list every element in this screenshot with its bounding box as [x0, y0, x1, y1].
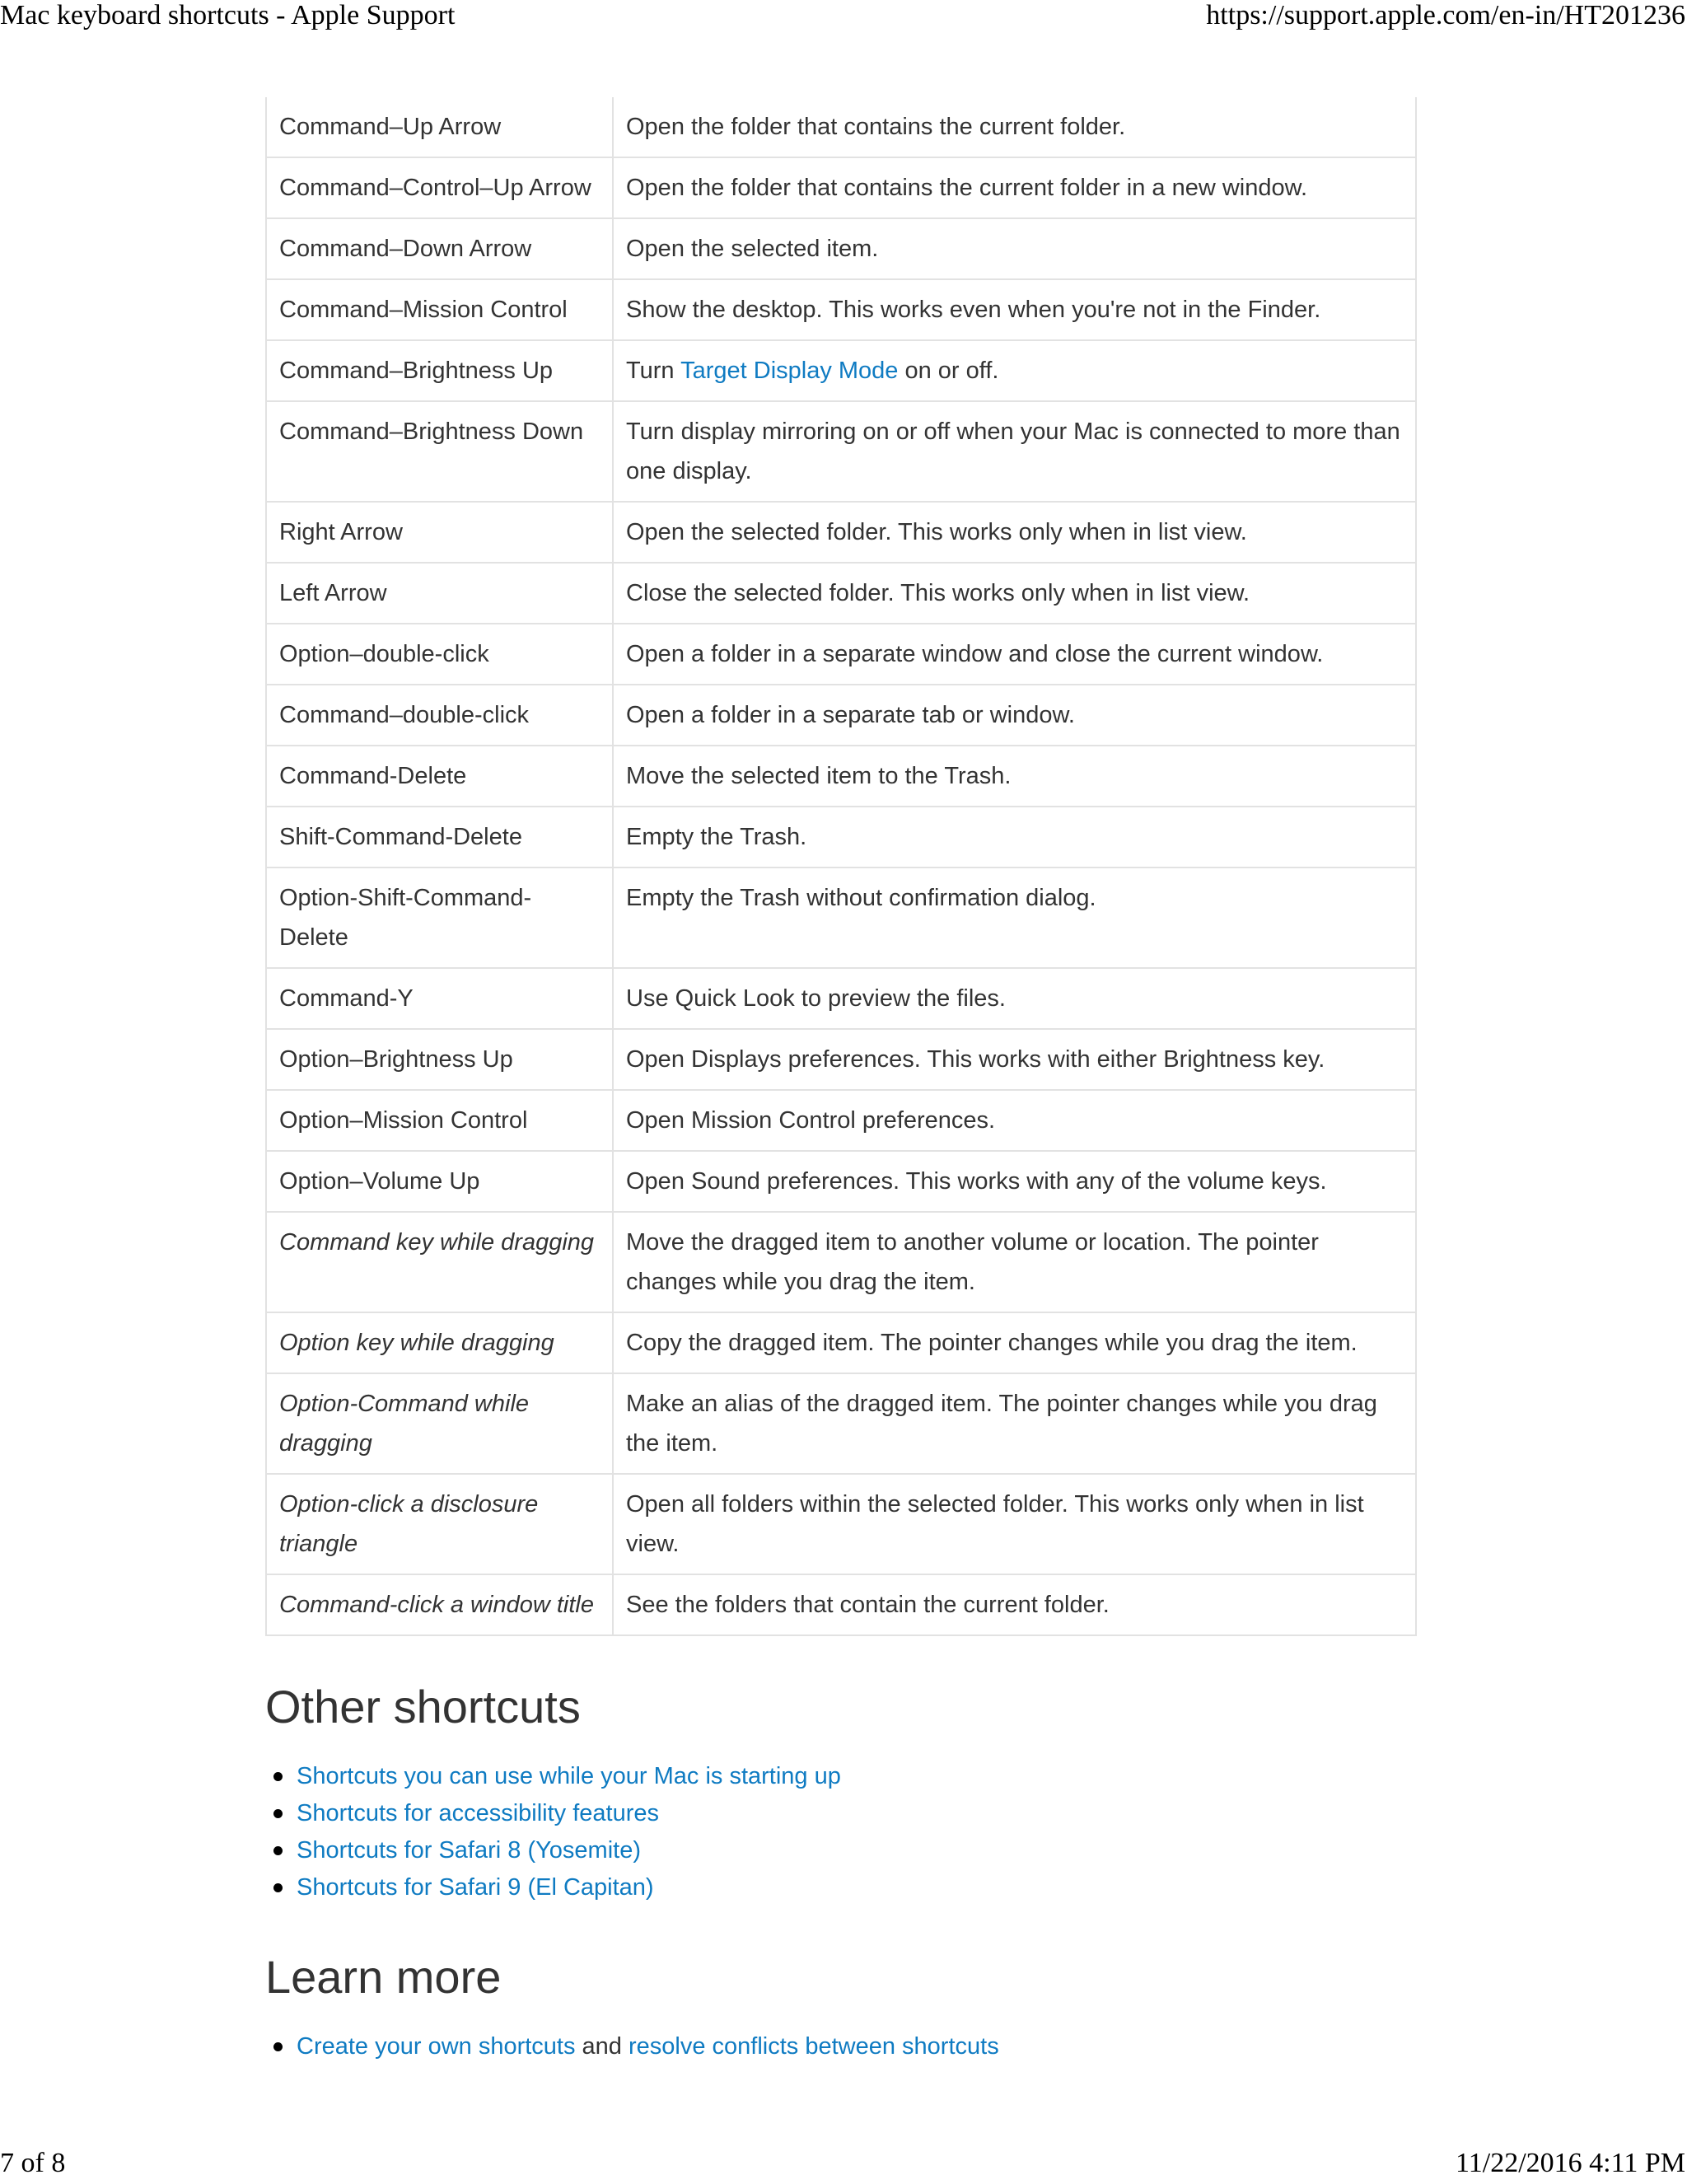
shortcut-description: Empty the Trash without confirmation dialog.	[613, 868, 1416, 968]
shortcut-description: Turn display mirroring on or off when your Mac is connected to more than one display.	[613, 401, 1416, 502]
list-item	[297, 1832, 1415, 1869]
shortcut-key: Command-Delete	[266, 746, 613, 807]
shortcut-description: Open Mission Control preferences.	[613, 1090, 1416, 1151]
table-row	[266, 502, 1416, 563]
table-row	[266, 1151, 1416, 1212]
shortcut-description: Move the selected item to the Trash.	[613, 746, 1416, 807]
shortcut-key: Command key while dragging	[266, 1212, 613, 1312]
shortcut-description: Use Quick Look to preview the files.	[613, 968, 1416, 1029]
description-text: on or off.	[898, 358, 999, 384]
table-row	[266, 868, 1416, 968]
shortcut-key: Command-click a window title	[266, 1574, 613, 1635]
page-number: 7 of 8	[0, 2148, 66, 2178]
shortcut-key: Command–Control–Up Arrow	[266, 157, 613, 218]
shortcut-key: Command-Y	[266, 968, 613, 1029]
shortcut-description: Close the selected folder. This works only when in list view.	[613, 563, 1416, 624]
print-header	[0, 0, 1687, 36]
shortcut-description: Empty the Trash.	[613, 807, 1416, 868]
shortcuts-table	[265, 97, 1417, 1636]
print-header-url: https://support.apple.com/en-in/HT201236	[1206, 0, 1685, 30]
table-row	[266, 685, 1416, 746]
shortcut-key: Right Arrow	[266, 502, 613, 563]
shortcut-description: Open Displays preferences. This works with either Brightness key.	[613, 1029, 1416, 1090]
resolve-conflicts-link[interactable]: resolve conflicts between shortcuts	[628, 2033, 999, 2060]
bullet-icon	[273, 1772, 283, 1781]
shortcut-key: Command–Down Arrow	[266, 218, 613, 279]
bullet-icon	[273, 1846, 283, 1855]
list-item	[297, 1869, 1415, 1906]
table-row	[266, 746, 1416, 807]
shortcut-key: Command–Brightness Down	[266, 401, 613, 502]
shortcut-key: Option-click a disclosure triangle	[266, 1474, 613, 1574]
table-row	[266, 1373, 1416, 1474]
bullet-icon	[273, 2042, 283, 2051]
accessibility-shortcuts-link[interactable]: Shortcuts for accessibility features	[297, 1800, 660, 1826]
shortcut-key: Option–Brightness Up	[266, 1029, 613, 1090]
shortcut-key: Command–Mission Control	[266, 279, 613, 340]
shortcut-key: Option–Mission Control	[266, 1090, 613, 1151]
shortcut-description: Copy the dragged item. The pointer changes while you drag the item.	[613, 1312, 1416, 1373]
learn-more-list	[265, 2028, 1415, 2065]
shortcut-description: See the folders that contain the current folder.	[613, 1574, 1416, 1635]
print-datetime: 11/22/2016 4:11 PM	[1456, 2148, 1685, 2178]
table-row	[266, 1574, 1416, 1635]
shortcut-description: Move the dragged item to another volume or location. The pointer changes while you drag the item.	[613, 1212, 1416, 1312]
shortcut-description: Open the folder that contains the current folder.	[613, 97, 1416, 157]
table-row	[266, 1090, 1416, 1151]
safari-8-shortcuts-link[interactable]: Shortcuts for Safari 8 (Yosemite)	[297, 1837, 641, 1864]
shortcut-description: Open a folder in a separate window and close the current window.	[613, 624, 1416, 685]
description-text: Turn	[626, 358, 681, 384]
joiner-text: and	[575, 2033, 629, 2060]
learn-more-heading: Learn more	[265, 1951, 502, 2003]
list-item	[297, 2028, 1415, 2065]
shortcut-description: Show the desktop. This works even when you're not in the Finder.	[613, 279, 1416, 340]
article-content	[265, 97, 1415, 2065]
shortcut-key: Command–double-click	[266, 685, 613, 746]
table-row	[266, 563, 1416, 624]
bullet-icon	[273, 1883, 283, 1892]
shortcut-description: Open the folder that contains the current folder in a new window.	[613, 157, 1416, 218]
table-row	[266, 624, 1416, 685]
table-row	[266, 218, 1416, 279]
table-row	[266, 968, 1416, 1029]
shortcut-key: Command–Brightness Up	[266, 340, 613, 401]
list-item	[297, 1758, 1415, 1795]
shortcut-description	[613, 340, 1416, 401]
shortcut-description: Open the selected item.	[613, 218, 1416, 279]
target-display-mode-link[interactable]: Target Display Mode	[680, 358, 899, 384]
shortcut-key: Option–Volume Up	[266, 1151, 613, 1212]
table-row	[266, 1212, 1416, 1312]
create-shortcuts-link[interactable]: Create your own shortcuts	[297, 2033, 576, 2060]
shortcut-description: Open the selected folder. This works only when in list view.	[613, 502, 1416, 563]
shortcut-key: Shift-Command-Delete	[266, 807, 613, 868]
print-header-title: Mac keyboard shortcuts - Apple Support	[0, 0, 456, 30]
table-row	[266, 340, 1416, 401]
shortcut-key: Option-Shift-Command-Delete	[266, 868, 613, 968]
list-item	[297, 1795, 1415, 1832]
shortcut-description: Open all folders within the selected folder. This works only when in list view.	[613, 1474, 1416, 1574]
safari-9-shortcuts-link[interactable]: Shortcuts for Safari 9 (El Capitan)	[297, 1874, 654, 1901]
table-row	[266, 1312, 1416, 1373]
shortcut-key: Option-Command while dragging	[266, 1373, 613, 1474]
startup-shortcuts-link[interactable]: Shortcuts you can use while your Mac is starting up	[297, 1763, 841, 1789]
table-row	[266, 279, 1416, 340]
table-row	[266, 1029, 1416, 1090]
print-footer	[0, 2148, 1687, 2184]
shortcut-key: Option key while dragging	[266, 1312, 613, 1373]
shortcut-key: Option–double-click	[266, 624, 613, 685]
shortcut-description: Open a folder in a separate tab or window.	[613, 685, 1416, 746]
table-row	[266, 97, 1416, 157]
other-shortcuts-list	[265, 1758, 1415, 1906]
table-row	[266, 1474, 1416, 1574]
table-row	[266, 807, 1416, 868]
shortcut-key: Left Arrow	[266, 563, 613, 624]
shortcut-key: Command–Up Arrow	[266, 97, 613, 157]
bullet-icon	[273, 1809, 283, 1818]
shortcut-description: Make an alias of the dragged item. The pointer changes while you drag the item.	[613, 1373, 1416, 1474]
table-row	[266, 401, 1416, 502]
other-shortcuts-heading: Other shortcuts	[265, 1681, 581, 1733]
shortcut-description: Open Sound preferences. This works with any of the volume keys.	[613, 1151, 1416, 1212]
table-row	[266, 157, 1416, 218]
